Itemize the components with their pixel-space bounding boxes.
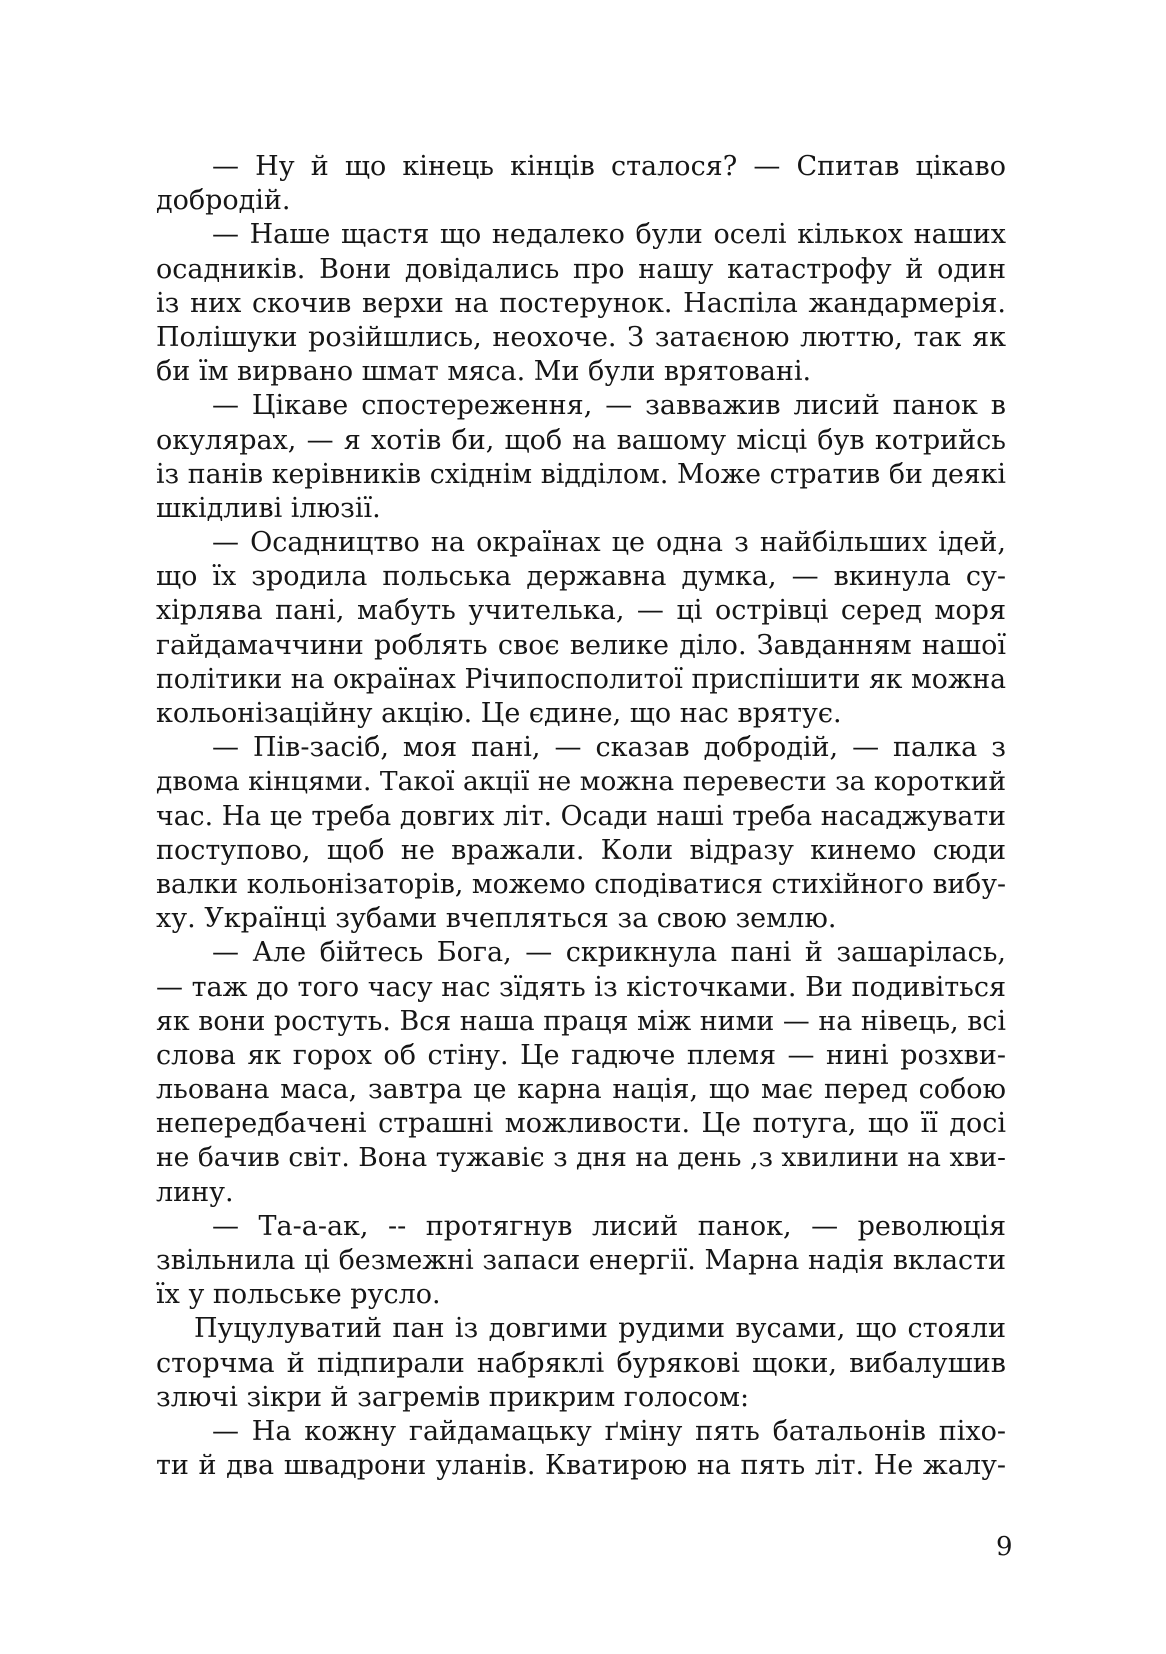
text-line: звільнила ці безмежні запаси енергії. Марна надія вкласти <box>156 1245 1006 1276</box>
text-line: ху. Українці зубами вчепляться за свою землю. <box>156 903 837 935</box>
text-line: кольонізаційну акцію. Це єдине, що нас врятує. <box>156 698 842 729</box>
text-line: — Пів-засіб, моя пані, — сказав добродій, — палка з <box>212 732 1006 764</box>
text-line: ти й два швадрони уланів. Кватирою на пять літ. Не жалу- <box>156 1450 1006 1482</box>
text-line: льована маса, завтра це карна нація, що має перед собою <box>156 1074 1006 1106</box>
text-line: із них скочив верхи на постерунок. Наспіла жандармерія. <box>156 287 1006 319</box>
text-line: — Та-а-ак, -- протягнув лисий панок, — революція <box>212 1210 1006 1242</box>
text-line: як вони ростуть. Вся наша праця між ними — на нівець, всі <box>156 1005 1006 1037</box>
text-line: не бачив світ. Вона тужавіє з дня на день ,з хвилини на хви- <box>156 1142 1006 1174</box>
text-line: час. На це треба довгих літ. Осади наші треба насаджувати <box>156 800 1006 832</box>
text-line: — Осадництво на окраїнах це одна з найбільших ідей, <box>212 527 1006 559</box>
text-line: осадників. Вони довідались про нашу катастрофу й один <box>156 253 1006 285</box>
text-line: валки кольонізаторів, можемо сподіватися стихійного вибу- <box>156 868 1006 900</box>
text-line: би їм вирвано шмат мяса. Ми були врятовані. <box>156 356 812 388</box>
text-line: їх у польське русло. <box>156 1279 441 1311</box>
page-number: 9 <box>996 1532 1013 1562</box>
text-line: слова як горох об стіну. Це гадюче племя — нині розхви- <box>156 1039 1006 1071</box>
text-line: — На кожну гайдамацьку ґміну пять батальонів піхо- <box>212 1415 1006 1447</box>
text-line: окулярах, — я хотів би, щоб на вашому місці був котрийсь <box>156 424 1006 456</box>
text-line: — Ну й що кінець кінців сталося? — Спитав цікаво <box>212 151 1006 182</box>
page-text <box>156 150 1006 1483</box>
text-line: із панів керівників східнім відділом. Може стратив би деякі <box>156 458 1006 490</box>
text-line: шкідливі ілюзії. <box>156 492 381 524</box>
text-line: непередбачені страшні можливости. Це потуга, що її досі <box>156 1108 1006 1140</box>
text-line: — Наше щастя що недалеко були оселі кількох наших <box>212 219 1006 251</box>
text-line: хірлява пані, мабуть учителька, — ці острівці серед моря <box>156 595 1006 627</box>
text-line: Пуцулуватий пан із довгими рудими вусами, що стояли <box>194 1313 1006 1345</box>
text-line: лину. <box>156 1176 234 1208</box>
text-line: політики на окраїнах Річипосполитої приспішити як можна <box>156 663 1006 695</box>
text-line: що їх зродила польська державна думка, — вкинула су- <box>156 561 1006 593</box>
text-line: двома кінцями. Такої акції не можна перевести за короткий <box>156 766 1006 798</box>
text-line: — таж до того часу нас зїдять із кісточками. Ви подивіться <box>156 971 1006 1003</box>
text-line: — Цікаве спостереження, — завважив лисий панок в <box>212 390 1006 422</box>
text-line: сторчма й підпирали набряклі бурякові щоки, вибалушив <box>156 1347 1006 1379</box>
text-line: поступово, щоб не вражали. Коли відразу кинемо сюди <box>156 834 1006 866</box>
text-line: — Але бійтесь Бога, — скрикнула пані й зашарілась, <box>212 937 1006 969</box>
text-line: гайдамаччини роблять своє велике діло. Завданням нашої <box>156 629 1006 661</box>
text-line: Полішуки розійшлись, неохоче. З затаєною люттю, так як <box>156 321 1006 353</box>
text-line: злючі зікри й загремів прикрим голосом: <box>156 1381 750 1413</box>
text-line: добродій. <box>156 185 291 217</box>
